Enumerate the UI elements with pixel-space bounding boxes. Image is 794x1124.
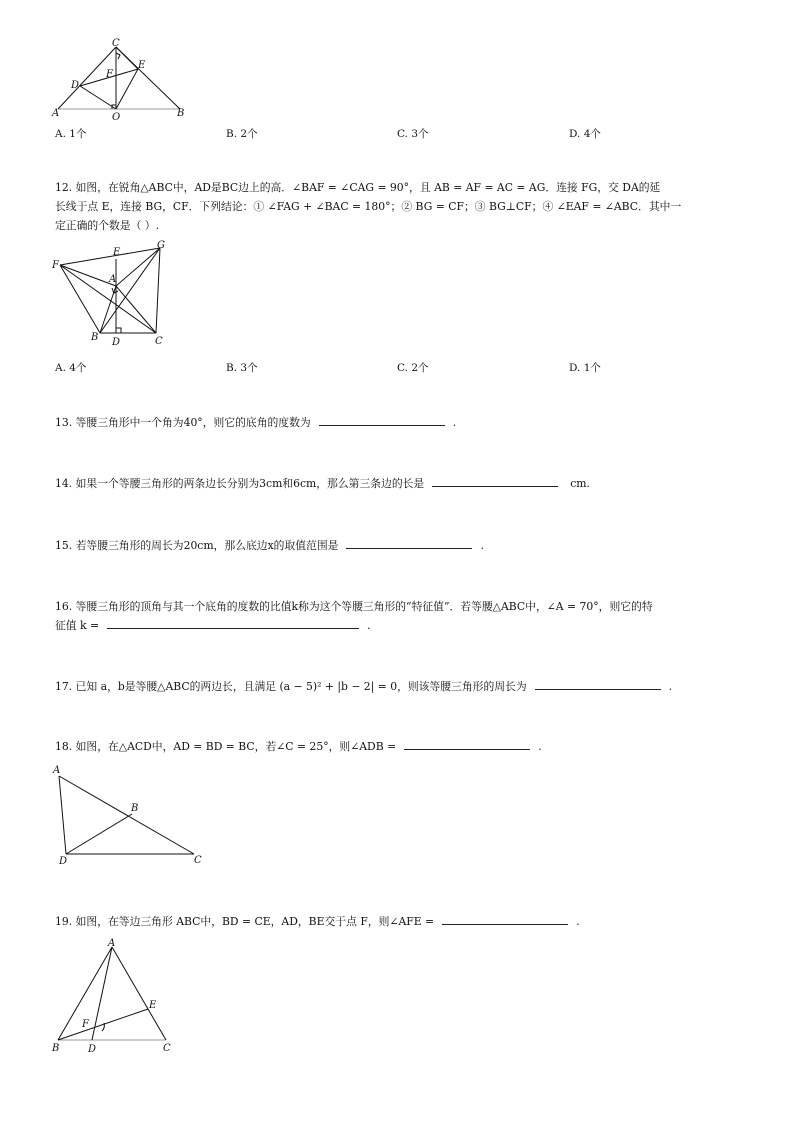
q18-label-a: A [53,765,61,776]
q12-segment-gc [156,248,160,333]
q19-label-b: B [52,1043,60,1054]
q19-label-f: F [82,1019,89,1030]
q12-option-b[interactable]: B. 3个 [226,362,258,374]
q18-label-d: D [59,856,68,867]
q12-label-d: D [112,337,121,348]
q14-text [55,474,590,493]
q16-end: . [367,619,371,632]
q16-text-line2 [55,616,370,635]
q12-label-e: E [113,247,121,258]
q12-option-c[interactable]: C. 2个 [397,362,429,374]
q18-segment-db [66,814,132,854]
q19-end: . [576,915,580,928]
q12-right-angle-mark-d [116,328,121,333]
q14-answer-blank[interactable] [432,474,558,487]
q17-text [55,677,672,696]
q16-question: 征值 k = [55,619,100,632]
q18-text [55,737,542,756]
q12-option-d[interactable]: D. 1个 [569,362,601,374]
q17-question: 17. 已知 a，b是等腰△ABC的两边长，且满足 (a − 5)² + |b − 2| = 0，则该等腰三角形的周长为 [55,680,527,693]
q15-answer-blank[interactable] [346,536,472,549]
q12-label-f: F [52,260,59,271]
q19-label-a: A [108,938,116,949]
q11-label-f: F [106,69,113,80]
q19-figure [48,935,178,1060]
q12-segment-af [60,265,116,286]
q18-segment-ad [59,776,66,854]
q18-question: 18. 如图，在△ACD中，AD = BD = BC，若∠C = 25°，则∠ADB = [55,740,397,753]
q11-label-a: A [52,108,60,119]
q12-label-b: B [91,332,99,343]
q11-label-e: E [138,60,146,71]
q13-end: . [452,416,457,429]
q12-text-line1: 12. 如图，在锐角△ABC中，AD是BC边上的高．∠BAF = ∠CAG = 90°，且 AB = AF = AC = AG．连接 FG，交 DA的延 [55,181,661,194]
q11-option-a[interactable]: A. 1个 [55,128,87,140]
q19-answer-blank[interactable] [442,912,568,925]
q19-text [55,912,580,931]
q19-segment-ac [112,947,166,1040]
q14-question: 14. 如果一个等腰三角形的两条边长分别为3cm和6cm，那么第三条边的长是 [55,477,425,490]
q13-question: 13. 等腰三角形中一个角为40°，则它的底角的度数为 [55,416,311,429]
q12-label-g: G [157,240,165,251]
q12-text-line2: 长线于点 E，连接 BG，CF．下列结论：① ∠FAG + ∠BAC = 180°；② BG = CF；③ BG⊥CF；④ ∠EAF = ∠ABC．其中一 [55,200,682,213]
q19-label-c: C [163,1043,171,1054]
q11-label-o: O [112,112,121,123]
q19-segment-be [58,1009,148,1040]
q15-text [55,536,484,555]
q19-question: 19. 如图，在等边三角形 ABC中，BD = CE，AD，BE交于点 F，则∠AFE = [55,915,435,928]
q19-label-e: E [149,1000,157,1011]
q12-segment-fg [60,248,160,265]
q11-right-angle-mark-top [116,53,120,59]
q17-answer-blank[interactable] [535,677,661,690]
q11-segment-ce [116,47,138,69]
q11-label-c: C [112,38,120,49]
q15-question: 15. 若等腰三角形的周长为20cm，那么底边x的取值范围是 [55,539,339,552]
q18-label-c: C [194,855,202,866]
q11-option-c[interactable]: C. 3个 [397,128,429,140]
q19-segment-ad [92,947,112,1040]
q13-answer-blank[interactable] [319,413,445,426]
q12-segment-fb [60,265,100,333]
q11-segment-do [80,86,116,109]
q15-end: . [480,539,484,552]
q11-option-b[interactable]: B. 2个 [226,128,258,140]
q16-answer-blank[interactable] [107,616,359,629]
q16-text-line1: 16. 等腰三角形的顶角与其一个底角的度数的比值k称为这个等腰三角形的“特征值”．若等腰△ABC中，∠A = 70°，则它的特 [55,600,653,613]
q12-segment-bg [100,248,160,333]
q18-figure [50,760,210,870]
q11-label-d: D [71,80,80,91]
q12-option-a[interactable]: A. 4个 [55,362,87,374]
q14-unit: cm. [570,477,590,490]
q12-label-a: A [109,274,117,285]
q11-option-d[interactable]: D. 4个 [569,128,601,140]
q12-figure [50,238,180,350]
q12-text-line3: 定正确的个数是（ ）. [55,219,160,232]
q18-answer-blank[interactable] [404,737,530,750]
q19-label-d: D [88,1044,97,1055]
q11-figure [50,36,200,126]
q13-text [55,413,456,432]
q18-end: . [538,740,542,753]
q18-segment-ac [59,776,194,854]
q18-label-b: B [131,803,139,814]
q12-label-c: C [155,336,163,347]
q17-end: . [668,680,673,693]
q12-segment-cf [60,265,156,333]
q12-segment-ag [116,248,160,286]
q11-label-b: B [177,108,185,119]
